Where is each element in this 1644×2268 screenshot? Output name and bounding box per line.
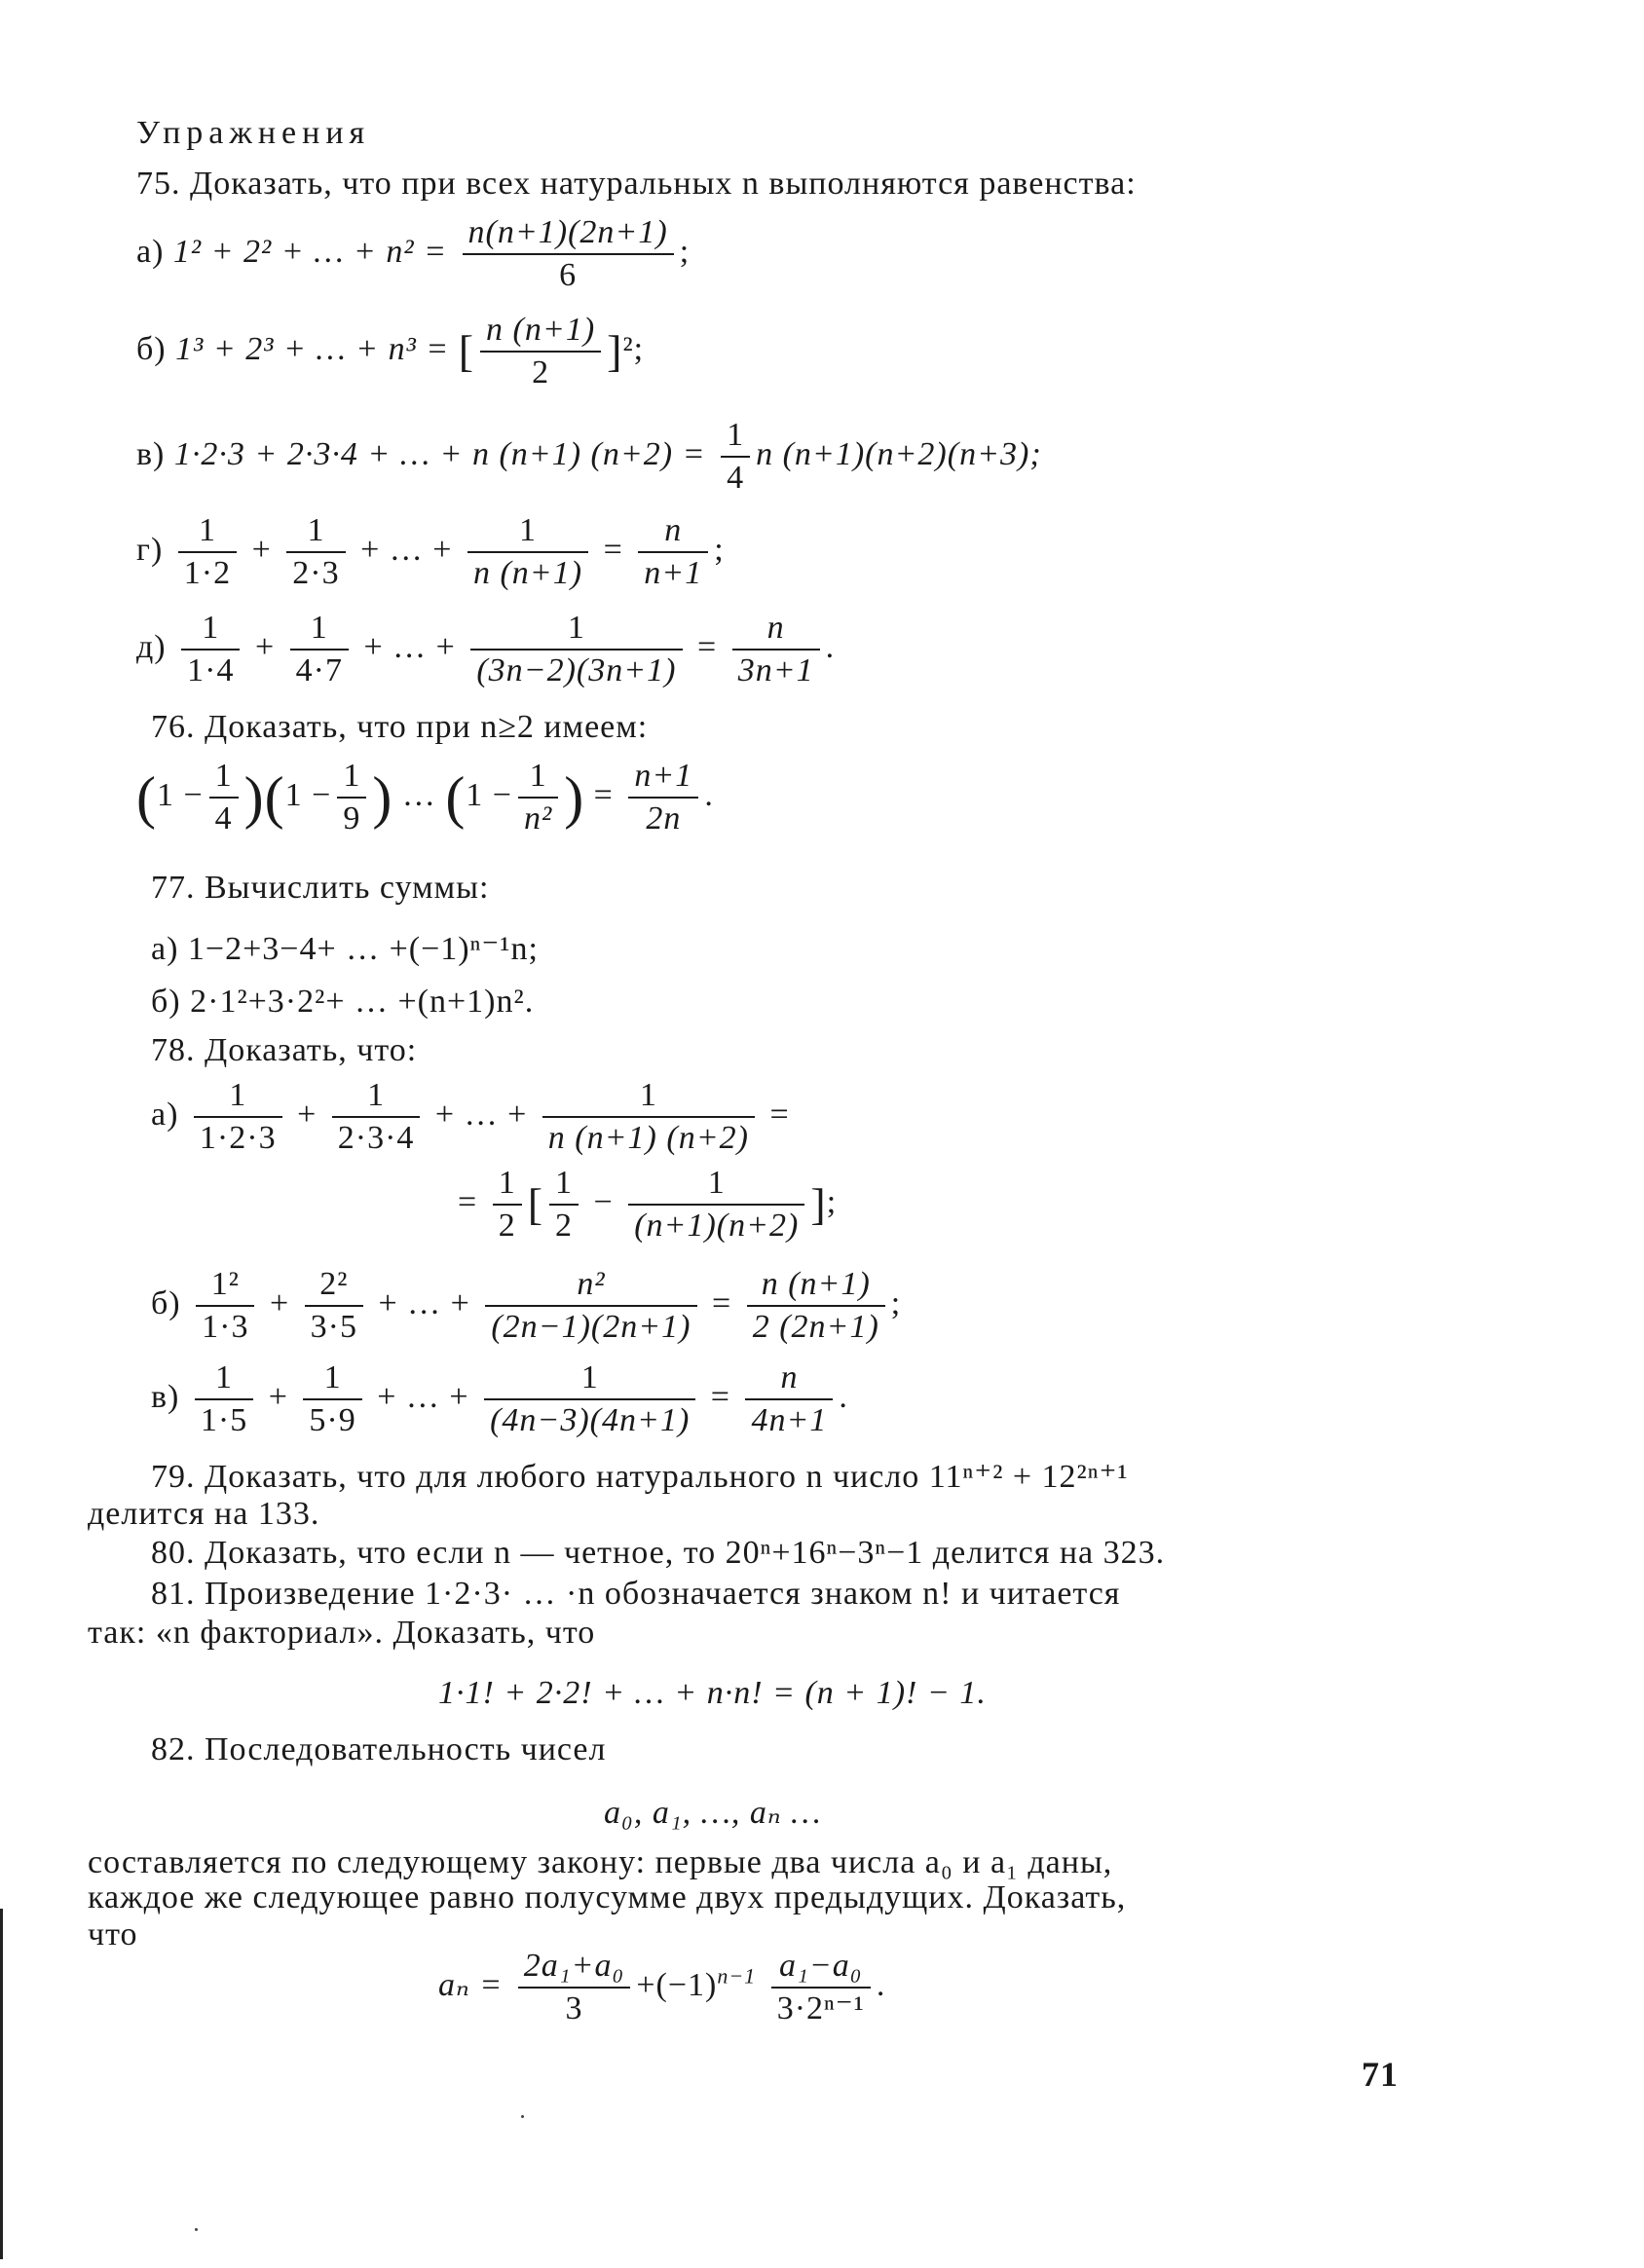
problem-78-intro: 78. Доказать, что: — [151, 1032, 418, 1068]
problem-82-line2: каждое же следующее равно полусумме двух предыдущих. Доказать, — [88, 1879, 1127, 1915]
problem-76-formula: (1 − $\frac{1}{4}$ )(1 − $\frac{1}{9}$ ) … (1 − $\frac{1}{\text{n²}}$ ) = $\frac{n+1}{2n}$ . — [136, 758, 714, 837]
problem-75-intro: 75. Доказать, что при всех натуральных n выполняются равенства: — [136, 166, 1137, 202]
scan-margin-line — [0, 1909, 3, 2259]
problem-77-intro: 77. Вычислить суммы: — [151, 870, 490, 906]
problem-78v: в) $\frac{1}{1\cdot 5}$ + $\frac{1}{5\cdot 9}$ + … + $\frac{1}{(4n-3)(4n+1)}$ = $\frac{n}{4n+1}$ . — [151, 1359, 848, 1438]
problem-82-intro: 82. Последовательность чисел — [151, 1731, 607, 1767]
problem-81-formula: 1·1! + 2·2! + … + n·n! = (n + 1)! − 1. — [438, 1675, 987, 1711]
problem-82-formula: aₙ = $\frac{\text{2a₁+a₀}}{3}$ $+(-1)^{n-1}$ $\frac{\text{a₁−a₀}}{\text{3·2ⁿ⁻¹}}$ . — [438, 1948, 886, 2026]
problem-77a: а) 1−2+3−4+ … +(−1)ⁿ⁻¹n; — [151, 931, 539, 967]
problem-78a: а) $\frac{1}{1\cdot 2\cdot 3}$ + $\frac{1}{2\cdot 3\cdot 4}$ + … + $\frac{1}{n (n+1) (n+2)}$ = — [151, 1077, 790, 1156]
page-number: 71 — [1362, 2055, 1399, 2094]
problem-75g: г) $\frac{1}{1\cdot 2}$ + $\frac{1}{2\cdot 3}$ + … + $\frac{1}{n (n+1)}$ = $\frac{n}{n+1}$ ; — [136, 512, 725, 591]
scan-speck — [195, 2228, 198, 2231]
problem-75v: в) 1·2·3 + 2·3·4 + … + n (n+1) (n+2) = $\frac{1}{4}$ n (n+1)(n+2)(n+3); — [136, 417, 1042, 496]
problem-82-sequence: a₀, a₁, …, aₙ … — [604, 1795, 822, 1831]
problem-79-line1: 79. Доказать, что для любого натурального n число 11ⁿ⁺² + 12²ⁿ⁺¹ — [151, 1459, 1129, 1495]
problem-80: 80. Доказать, что если n — четное, то 20ⁿ+16ⁿ−3ⁿ−1 делится на 323. — [151, 1535, 1166, 1571]
problem-81-line1: 81. Произведение 1·2·3· … ·n обозначается знаком n! и читается — [151, 1576, 1121, 1612]
problem-82-line3: что — [88, 1916, 138, 1952]
problem-78b: б) $\frac{\text{1²}}{1\cdot 3}$ + $\frac{\text{2²}}{3\cdot 5}$ + … + $\frac{\text{n²}}{(2n-1)(2n+1)}$ = $\frac{n (n+1)}{2 (2n+1)}$ ; — [151, 1266, 902, 1345]
problem-75b: б) 1³ + 2³ + … + n³ = [ $\frac{n (n+1)}{2}$ ]²; — [136, 312, 645, 390]
problem-82-line1: составляется по следующему закону: первые два числа a₀ и a₁ даны, — [88, 1844, 1113, 1880]
problem-76-intro: 76. Доказать, что при n≥2 имеем: — [151, 709, 649, 745]
problem-75a: а) 1² + 2² + … + n² = $\frac{n(n+1)(2n+1)}{6}$ ; — [136, 214, 691, 293]
problem-81-line2: так: «n факториал». Доказать, что — [88, 1615, 596, 1651]
problem-78a-cont: = $\frac{1}{2}$ [ $\frac{1}{2}$ − $\frac{1}{(n+1)(n+2)}$ ]; — [458, 1165, 838, 1244]
problem-75d: д) $\frac{1}{1\cdot 4}$ + $\frac{1}{4\cdot 7}$ + … + $\frac{1}{(3n-2)(3n+1)}$ = $\frac{n}{3n+1}$ . — [136, 610, 836, 688]
scan-speck — [521, 2115, 524, 2118]
problem-77b: б) 2·1²+3·2²+ … +(n+1)n². — [151, 984, 535, 1020]
problem-79-line2: делится на 133. — [88, 1496, 320, 1532]
section-heading: Упражнения — [136, 115, 371, 151]
